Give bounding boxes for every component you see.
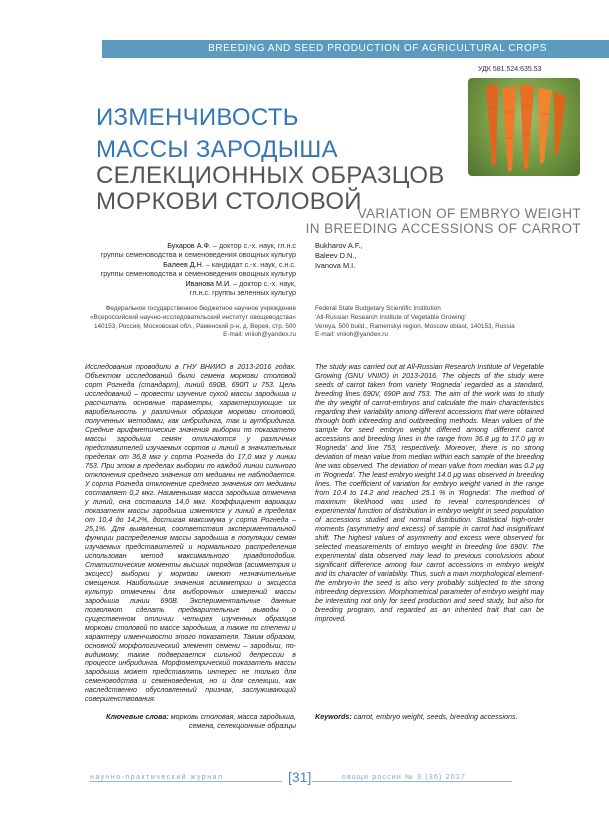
- institution-en-line: Federal State Budgetary Scientific Institution: [315, 305, 441, 312]
- author-en-2: Baleev D.N.,: [315, 251, 357, 260]
- footer-divider-right: [312, 781, 512, 782]
- author-ru-1-position: группы семеноводства и семеноведения овощных культур: [100, 250, 296, 259]
- title-ru-line-4: МОРКОВИ СТОЛОВОЙ: [96, 188, 362, 215]
- author-ru-1-degree: – доктор с.-х. наук, гл.н.с: [210, 241, 296, 250]
- section-banner-text: BREEDING AND SEED PRODUCTION OF AGRICULTURAL CROPS: [208, 43, 547, 54]
- udk-code: УДК 581.524:635.53: [478, 66, 542, 73]
- keywords-ru: [100, 712, 296, 731]
- carrot-photo: [468, 78, 580, 176]
- page-number-value: 31: [291, 769, 308, 785]
- institution-ru-email: E-mail: vniioh@yandex.ru: [223, 331, 296, 339]
- institution-ru: [88, 305, 296, 340]
- carrot-image: [468, 78, 580, 176]
- title-ru-line-3: СЕЛЕКЦИОННЫХ ОБРАЗЦОВ: [96, 162, 445, 189]
- title-ru-line-2: МАССЫ ЗАРОДЫША: [96, 136, 338, 163]
- title-en-line-1: VARIATION OF EMBRYO WEIGHT: [357, 206, 581, 221]
- keywords-en-label: Keywords:: [315, 712, 352, 721]
- institution-en-line: 'All-Russian Research Institute of Vegetable Growing': [315, 313, 466, 321]
- title-ru-line-1: ИЗМЕНЧИВОСТЬ: [96, 104, 299, 131]
- author-en-1: Bukharov A.F.,: [315, 241, 363, 250]
- author-ru-3-position: гл.н.с. группы зеленных культур: [189, 288, 296, 297]
- author-ru-2-degree: – кандидат с.-х. наук, с.н.с.: [203, 260, 296, 269]
- author-ru-2-name: Балеев Д.Н.: [163, 260, 204, 269]
- author-ru-1: [100, 241, 296, 259]
- footer-journal-issue: овощи россии № 3 (36) 2017: [342, 774, 467, 781]
- author-ru-3: [100, 279, 296, 297]
- title-en-line-2: IN BREEDING ACCESSIONS OF CARROT: [305, 221, 581, 236]
- keywords-ru-label: Ключевые слова:: [106, 712, 169, 721]
- footer-divider-left: [90, 781, 282, 782]
- institution-ru-line: «Всероссийский научно-исследовательский институт овощеводства»: [89, 313, 296, 321]
- institution-en: [315, 305, 555, 340]
- keywords-en: [315, 712, 544, 721]
- footer-journal-type: научно-практический журнал: [90, 774, 224, 781]
- abstract-ru: Исследования проводили в ГНУ ВНИИО в 2013-2016 годах. Объектом исследований были семена моркови столовой сорт Рогнеда (стандарт), линий 690В, 690П и 753. Цель исследований – провести изучение сухой массы зародыша и рассчитать основные параметры, характеризующие их варибельность у различных образцов моркови столовой, полученных методами, как инбридинга, так и аутбридинга. Средние арифметические значения выборки по показателю массы зародыша семян отличаются у различных представителей изучаемых сортов и линий в значительных пределах от 36,8 мкг у сорта Рогнеда до 17,0 мкг у линии 753. При этом в пределах выборки по каждой линии сильного отклонения среднего значения от медианы не наблюдается. У сорта Рогнеда отклонение среднего значения от медианы составляет 0,2 мкг. Наименьшая масса зародыша отмечена у линий, она составила 14,0 мкг. Коэффициент вариации показателя массы зародыша изменялся у линий в пределах от 10,4 до 14,2%, достигая максимума у сорта Рогнеда – 25,1%. Для выявления, соответствия экспериментальной функции распределения массы зародыша в популяции семян изучаемых представителей и нормального распределения использован метод максимального правдоподобия. Статистические моменты высших порядков (асимметрия и эксцесс) выборки у моркови имеют незначительные смещения. Наибольшие значения асимметрии и эксцесса культур отмечены для выборочных измерений массы зародыша линии 690В. Экспериментальные данные позволяют сделать предварительные выводы о существенном отличии четырех изученных образцов моркови столовой по массе зародыша, а также по степени и характеру изменчивости этого показателя. Таким образом, основной морфологический элемент семени – зародыш, по-видимому, также подвергается сильной депрессии в процессе инбридинга. Морфометрический показатель массы зародыша может представлять интерес не только для семеноводства и семеноведения, но и для селекции, как наследственно обусловленный признак, заслуживающий совершенствования.: [85, 363, 296, 704]
- institution-en-line: Vereya, 500 build., Ramenskyi region, Moscow oblast, 140153, Russia: [315, 322, 515, 330]
- keywords-ru-text: морковь столовая, масса зародыша, семена, селекционные образцы: [170, 712, 296, 731]
- institution-en-email: E-mail: vniioh@yandex.ru: [315, 331, 388, 339]
- institution-ru-line: Федеральное государственное бюджетное научное учреждение: [105, 305, 296, 312]
- author-ru-3-name: Иванова М.И.: [185, 279, 232, 288]
- abstract-en: The study was carried out at All-Russian Research Institute of Vegetable Growing (GNU VNIIO) in 2013-2016. The objects of the study were seeds of carrot taken from variety 'Rogneda' regarded as a standard, breeding lines 690V, 690P and 753. The aim of the work was to study the dry weight of carrot-embryos and calculate the main characteristics regarding their variability among different accessions that were obtained through both inbreeding and outbreeding methods. Mean values of the sample for seed embryo weight differed among different carrot accessions and breeding lines in the range from 36.8 μg to 17.0 μg in 'Rogneda' and line 753, respectively. Moreover, there is no strong deviation of mean value from median within each sample of the breeding line was observed. The deviation of mean value from median was 0.2 μg in 'Rogneda'. The least embryo weight 14.0 μg was observed in breeding lines. The coefficient of variation for embryo weight varied in the range from 10.4 to 14.2 and reached 25.1 % in 'Rogneda'. The method of maximum likelihood was used to reveal correspondences of experimental function of distribution in embryo weight in seed population of accessions studied and normal distribution. Statistical high-order moments (asymmetry and excess) of sample in carrot had insignificant shift. The highest values of asymmetry and excess were observed for selected measurements of embryo weight in breeding line 690V. The experimental data observed may lead to previous conclusions about significant difference among four carrot accessions in embryo weight and its character of variability. Thus, such a main morphological element-the embryo-in the seed is also very probably subjected to the strong inbreeding depression. Morphometrical parameter of embryo weight may be interesting not only for seed production and seed study, but also for breeding program, and regarded as an inherited trait that can be improved.: [315, 363, 544, 623]
- author-ru-2-position: группы семеноводства и семеноведения овощных культур: [100, 269, 296, 278]
- section-banner: [102, 40, 609, 58]
- author-ru-3-degree: – доктор с.-х. наук,: [231, 279, 296, 288]
- author-en-3: Ivanova M.I.: [315, 261, 356, 270]
- keywords-en-text: carrot, embryo weight, seeds, breeding accessions.: [353, 712, 518, 721]
- page-number: [31]: [288, 769, 312, 785]
- author-ru-2: [100, 260, 296, 278]
- author-ru-1-name: Бухаров А.Ф.: [167, 241, 211, 250]
- institution-ru-line: 140153, Россия, Московская обл., Раменский р-н, д. Верея, стр. 500: [93, 322, 296, 330]
